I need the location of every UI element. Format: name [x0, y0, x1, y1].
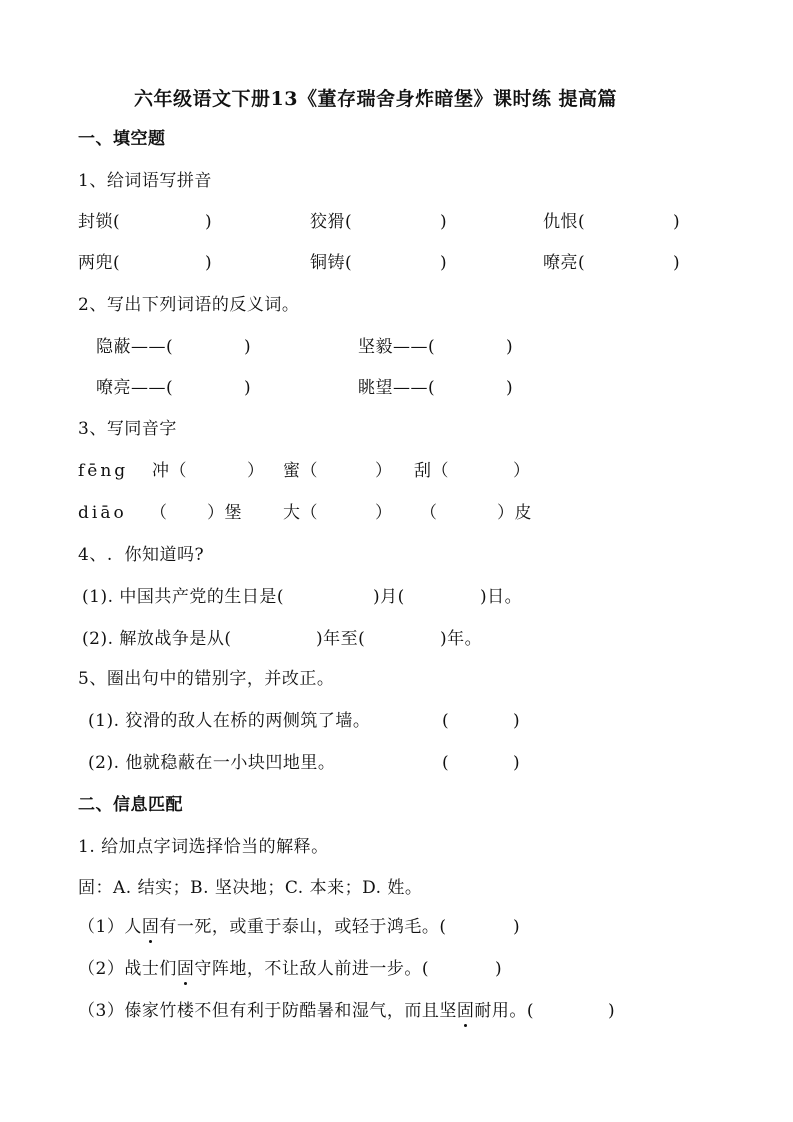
- q4-item-1-day-close[interactable]: )日。: [480, 587, 523, 607]
- s2-item-3-rest: 耐用。(: [474, 1001, 534, 1021]
- answer-blank-close[interactable]: ): [495, 959, 503, 979]
- answer-blank-close[interactable]: ）: [513, 461, 531, 481]
- dotted-character-gu: 固: [141, 917, 160, 937]
- s2-item-1-prefix: （1）人: [78, 917, 142, 937]
- answer-blank-open[interactable]: (: [442, 711, 450, 731]
- q4-item-2-year-end[interactable]: )年。: [440, 629, 483, 649]
- gu-options: 固：A. 结实；B. 坚决地；C. 本来；D. 姓。: [78, 878, 423, 898]
- s2-item-3-text: [78, 1000, 534, 1022]
- answer-blank-open[interactable]: (: [442, 753, 450, 773]
- answer-blank-close[interactable]: ): [513, 711, 521, 731]
- dotted-character-gu: 固: [456, 1001, 475, 1021]
- question-5-label: 5、圈出句中的错别字，并改正。: [78, 669, 335, 689]
- q4-item-2-text: (2). 解放战争是从(: [82, 629, 232, 649]
- answer-blank-close[interactable]: ): [608, 1001, 616, 1021]
- question-4-label: 4、. 你知道吗?: [78, 545, 205, 565]
- word-chouhen: 仇恨(: [543, 212, 586, 232]
- word-liaoliang: 嘹亮——(: [96, 378, 174, 398]
- word-mi: 蜜（: [283, 461, 318, 481]
- s2-item-2-prefix: （2）战士们: [78, 959, 177, 979]
- answer-blank-close[interactable]: ): [205, 253, 213, 273]
- word-liangdou: 两兜(: [78, 253, 121, 273]
- word-liaoliang: 嘹亮(: [543, 253, 586, 273]
- answer-blank-open[interactable]: （: [420, 503, 438, 523]
- pinyin-diao: diāo: [78, 503, 127, 523]
- s2-item-2-rest: 守阵地，不让敌人前进一步。(: [194, 959, 429, 979]
- q4-item-1-month-close[interactable]: )月(: [373, 587, 405, 607]
- answer-blank-close[interactable]: ): [673, 212, 681, 232]
- word-pi: ）皮: [497, 503, 532, 523]
- word-yinbi: 隐蔽——(: [96, 337, 174, 357]
- page-title: 六年级语文下册13《董存瑞舍身炸暗堡》课时练 提高篇: [134, 88, 618, 110]
- answer-blank-close[interactable]: ): [244, 337, 252, 357]
- word-jianyi: 坚毅——(: [358, 337, 436, 357]
- question-3-label: 3、写同音字: [78, 419, 177, 439]
- section2-question-1-label: 1. 给加点字词选择恰当的解释。: [78, 837, 329, 857]
- word-gua: 刮（: [414, 461, 449, 481]
- q5-item-2-text: (2). 他就稳蔽在一小块凹地里。: [88, 753, 336, 773]
- word-bao: ）堡: [207, 503, 242, 523]
- word-jiaohua: 狡猾(: [310, 212, 353, 232]
- q4-item-2-year-close[interactable]: )年至(: [316, 629, 366, 649]
- answer-blank-close[interactable]: ): [440, 212, 448, 232]
- q5-item-1-text: (1). 狡滑的敌人在桥的两侧筑了墙。: [88, 711, 371, 731]
- dotted-character-gu: 固: [176, 959, 195, 979]
- pinyin-feng: fēng: [78, 461, 129, 481]
- answer-blank-open[interactable]: （: [150, 503, 168, 523]
- word-fengsuo: 封锁(: [78, 212, 121, 232]
- answer-blank-close[interactable]: ）: [375, 503, 393, 523]
- answer-blank-close[interactable]: ）: [375, 461, 393, 481]
- answer-blank-close[interactable]: ）: [247, 461, 265, 481]
- answer-blank-close[interactable]: ): [506, 378, 514, 398]
- answer-blank-close[interactable]: ): [440, 253, 448, 273]
- s2-item-3-prefix: （3）傣家竹楼不但有利于防酷暑和湿气，而且坚: [78, 1001, 457, 1021]
- word-da: 大（: [283, 503, 318, 523]
- word-tiaowang: 眺望——(: [358, 378, 436, 398]
- question-1-label: 1、给词语写拼音: [78, 171, 212, 191]
- word-tongzhu: 铜铸(: [310, 253, 353, 273]
- s2-item-1-text: [78, 916, 446, 938]
- answer-blank-close[interactable]: ): [513, 753, 521, 773]
- question-2-label: 2、写出下列词语的反义词。: [78, 295, 300, 315]
- answer-blank-close[interactable]: ): [673, 253, 681, 273]
- s2-item-2-text: [78, 958, 429, 980]
- section-heading-fill-blanks: 一、填空题: [78, 129, 166, 149]
- q4-item-1-text: (1). 中国共产党的生日是(: [82, 587, 285, 607]
- answer-blank-close[interactable]: ): [506, 337, 514, 357]
- answer-blank-close[interactable]: ): [244, 378, 252, 398]
- answer-blank-close[interactable]: ): [513, 917, 521, 937]
- answer-blank-close[interactable]: ): [205, 212, 213, 232]
- word-chong: 冲（: [152, 461, 187, 481]
- s2-item-1-rest: 有一死，或重于泰山，或轻于鸿毛。(: [159, 917, 447, 937]
- section-heading-info-match: 二、信息匹配: [78, 795, 183, 815]
